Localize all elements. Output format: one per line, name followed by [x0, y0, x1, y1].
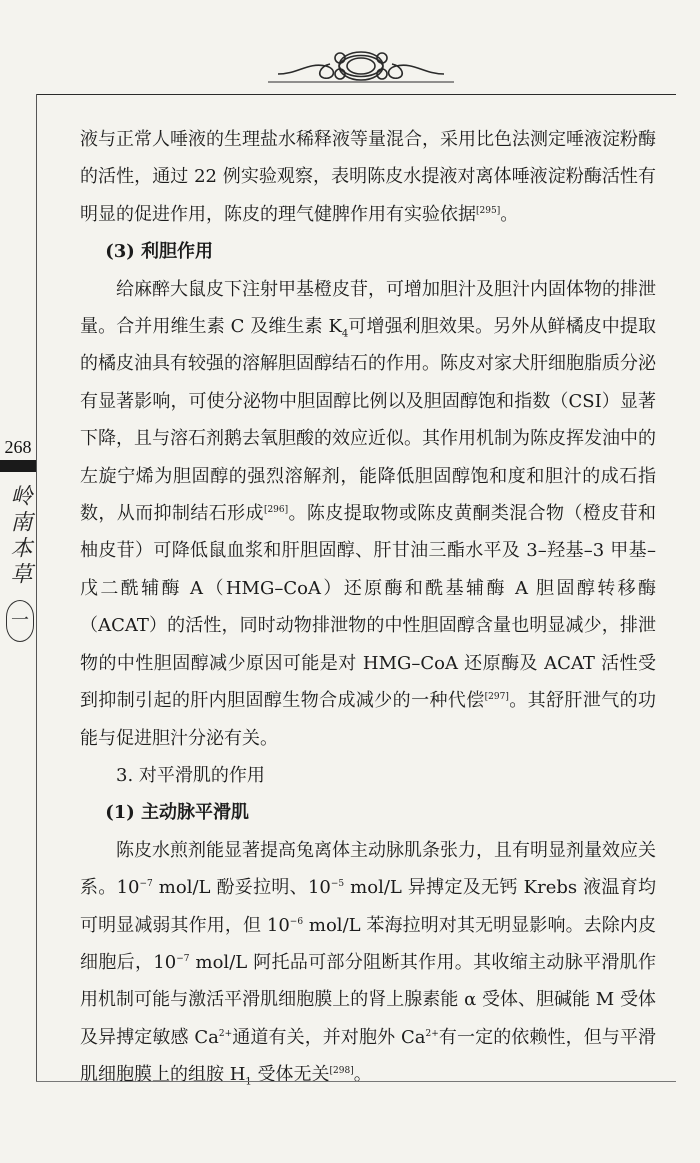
header-ornament — [268, 42, 454, 88]
header-rule — [36, 94, 676, 95]
heading-aortic-muscle: (1) 主动脉平滑肌 — [105, 802, 250, 824]
citation-296: [296] — [263, 505, 289, 516]
paragraph-1: 液与正常人唾液的生理盐水稀释液等量混合，采用比色法测定唾液淀粉酶的活性，通过 22 例实验观察，表明陈皮水提液对离体唾液淀粉酶活性有明显的促进作用，陈皮的理气健脾作用有实验依据[295]。 — [80, 129, 656, 225]
citation-298: [298] — [329, 1066, 354, 1077]
heading-smooth-muscle: 3. 对平滑肌的作用 — [116, 764, 265, 786]
citation-295: [295] — [476, 205, 501, 216]
footer-rule — [36, 1081, 676, 1082]
paragraph-2: 给麻醉大鼠皮下注射甲基橙皮苷，可增加胆汁及胆汁内固体物的排泄量。合并用维生素 C 及维生素 $K_4$可增强利胆效果。另外从鲜橘皮中提取的橘皮油具有较强的溶解胆固醇结石的作用。陈皮对家犬肝细胞脂质分泌有显著影响，可使分泌物中胆固醇比例以及胆固醇饱和指数（CSI）显著下降，且与溶石剂鹅去氧胆酸的效应近似。其作用机制为陈皮挥发油中的左旋宁烯为胆固醇的强烈溶解剂，能降低胆固醇饱和度和胆汁的成石指数，从而抑制结石形成[296]。陈皮提取物或陈皮黄酮类混合物（橙皮苷和柚皮苷）可降低鼠血浆和肝胆固醇、肝甘油三酯水平及 3–羟基–3 甲基–戊二酰辅酶 A（HMG–CoA）还原酶和酰基辅酶 A 胆固醇转移酶（ACAT）的活性，同时动物排泄物的中性胆固醇含量也明显减少，排泄物的中性胆固醇减少原因可能是对 HMG–CoA 还原酶及 ACAT 活性受到抑制引起的肝内胆固醇生物合成减少的一种代偿[297]。其舒肝泄气的功能与促进胆汁分泌有关。 — [80, 278, 657, 749]
side-volume-mark: 一 — [6, 600, 34, 642]
main-text — [80, 121, 656, 1094]
paragraph-3: 陈皮水煎剂能显著提高兔离体主动脉肌条张力，且有明显剂量效应关系。$10^{-7}$ mol/L 酚妥拉明、$10^{-5}$ mol/L 异搏定及无钙 Krebs 液温育均可明显减弱其作用，但 $10^{-6}$ mol/L 苯海拉明对其无明显影响。去除内皮细胞后，$10^{-7}$ mol/L 阿托品可部分阻断其作用。其收缩主动脉平滑肌作用机制可能与激活平滑肌细胞膜上的肾上腺素能 α 受体、胆碱能 M 受体及异搏定敏感 $Ca^{2+}$通道有关，并对胞外 $Ca^{2+}$有一定的依赖性，但与平滑肌细胞膜上的组胺 $H_1$ 受体无关[298]。 — [80, 839, 657, 1088]
citation-297: [297] — [484, 692, 509, 703]
heading-choleretic: (3) 利胆作用 — [105, 241, 214, 263]
page-number: 268 — [4, 437, 32, 457]
side-book-title: 岭南本草 — [7, 484, 32, 588]
margin-rule — [36, 94, 37, 1082]
page-tab-notch — [30, 460, 36, 472]
